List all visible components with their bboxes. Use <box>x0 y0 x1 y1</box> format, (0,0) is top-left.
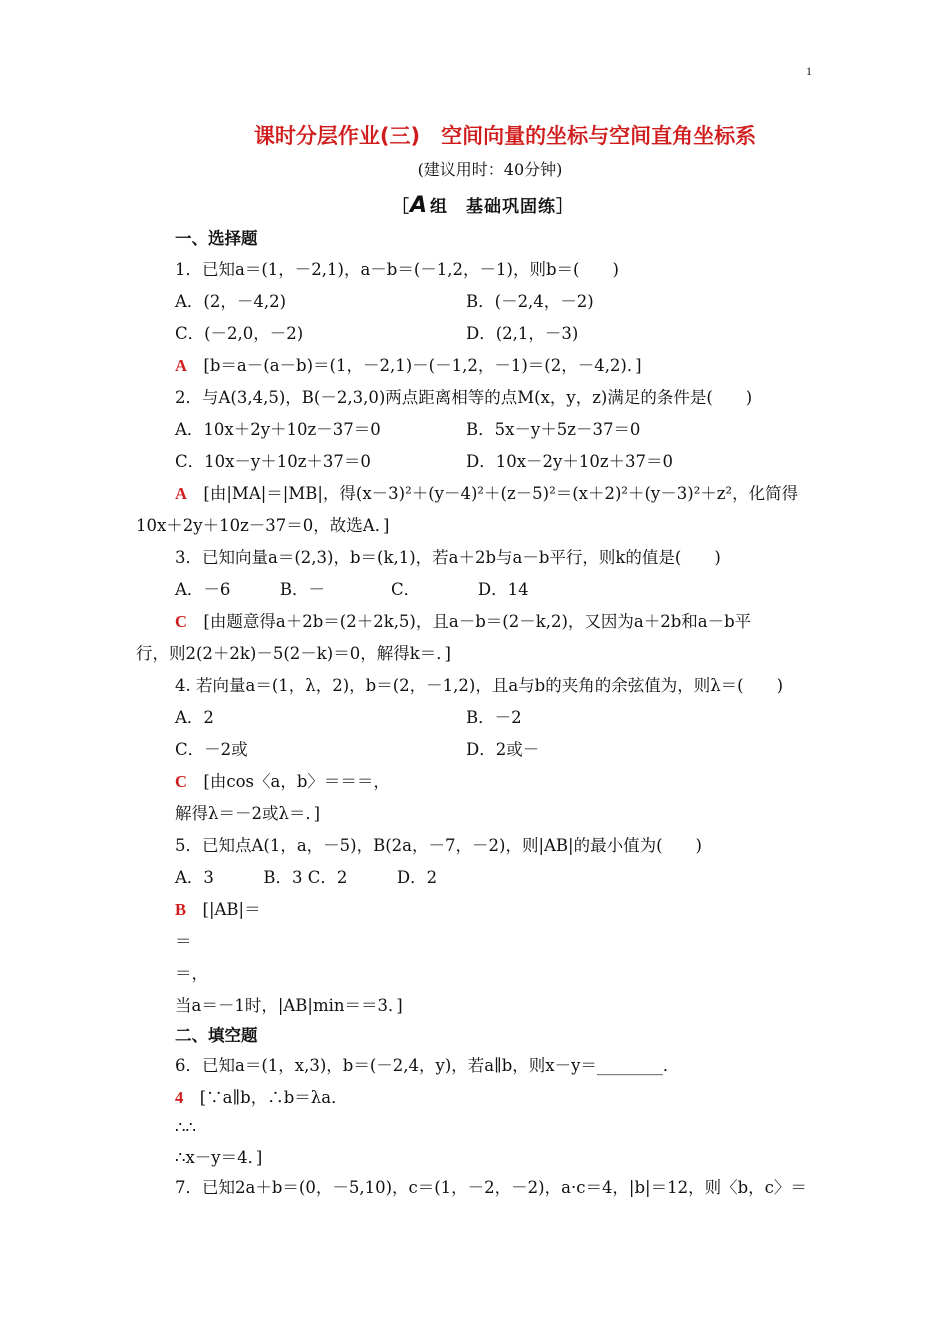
line-text: 6．已知a＝(1，x,3)，b＝(－2,4，y)，若a∥b，则x－y＝________． <box>175 1056 680 1075</box>
line-text: C．(－2,0，－2) <box>175 324 304 343</box>
answer-line <box>175 1086 348 1110</box>
text-line <box>466 706 522 730</box>
page-number: 1 <box>806 64 812 78</box>
line-text: 3．已知向量a＝(2,3)，b＝(k,1)，若a＋2b与a－b平行，则k的值是( ) <box>175 548 721 567</box>
line-text: D．10x－2y＋10z＋37＝0 <box>466 452 674 471</box>
line-text: 10x＋2y＋10z－37＝0，故选A．] <box>136 516 390 535</box>
answer-letter: A <box>175 484 187 503</box>
text-line <box>175 546 721 570</box>
text-line <box>175 674 783 698</box>
line-text: ∴∴ <box>175 1118 196 1137</box>
text-line <box>466 418 640 442</box>
group-header <box>392 192 574 218</box>
text-line <box>175 1176 807 1200</box>
answer-line <box>175 770 390 794</box>
line-text: [由|MA|＝|MB|，得(x－3)²＋(y－4)²＋(z－5)²＝(x＋2)²＋(y－3)²＋z²，化简得 <box>186 484 799 503</box>
line-text: [由cos〈a，b〉＝＝＝， <box>186 772 390 791</box>
line-text: 当a＝－1时，|AB|min＝＝3．] <box>175 996 403 1015</box>
line-text: 解得λ＝－2或λ＝．] <box>175 804 321 823</box>
line-text: ＝， <box>175 964 208 983</box>
section-heading <box>175 1024 258 1048</box>
text-line <box>175 450 371 474</box>
text-line <box>466 450 673 474</box>
text-line <box>175 258 619 282</box>
answer-line <box>175 354 642 378</box>
line-text: 5．已知点A(1，a，－5)，B(2a，－7，－2)，则|AB|的最小值为( ) <box>175 836 702 855</box>
line-text: 一、选择题 <box>175 229 258 248</box>
line-text: A．2 <box>175 708 214 727</box>
text-line <box>175 930 192 954</box>
text-line <box>466 322 578 346</box>
line-text: 2．与A(3,4,5)，B(－2,3,0)两点距离相等的点M(x，y，z)满足的条件是( ) <box>175 388 753 407</box>
text-line <box>175 322 303 346</box>
line-text: D．2或－ <box>466 740 540 759</box>
answer-letter: 4 <box>175 1088 184 1107</box>
text-line <box>175 418 381 442</box>
section-heading <box>175 227 258 251</box>
page-subtitle: (建议用时：40分钟) <box>417 160 563 179</box>
text-line <box>175 994 403 1018</box>
text-line <box>175 866 437 890</box>
line-text: A．10x＋2y＋10z－37＝0 <box>175 420 381 439</box>
group-title: 组 基础巩固练 <box>430 197 557 217</box>
text-line <box>136 642 451 666</box>
text-line <box>175 1116 196 1140</box>
line-text: [由题意得a＋2b＝(2＋2k,5)，且a－b＝(2－k,2)，又因为a＋2b和a－b平 <box>186 612 752 631</box>
line-text: 7．已知2a＋b＝(0，－5,10)，c＝(1，－2，－2)，a·c＝4，|b|＝12，则〈b，c〉＝ <box>175 1178 807 1197</box>
answer-letter: B <box>175 900 187 919</box>
answer-line <box>175 482 798 506</box>
line-text: 行，则2(2＋2k)－5(2－k)＝0，解得k＝．] <box>136 644 451 663</box>
line-text: D．(2,1，－3) <box>466 324 579 343</box>
text-line <box>175 1146 262 1170</box>
line-text: C．10x－y＋10z＋37＝0 <box>175 452 371 471</box>
group-letter: A <box>410 193 429 218</box>
text-line <box>175 834 702 858</box>
answer-letter: A <box>175 356 187 375</box>
answer-letter: C <box>175 612 187 631</box>
text-line <box>175 706 214 730</box>
answer-line <box>175 898 261 922</box>
line-text: [b＝a－(a－b)＝(1，－2,1)－(－1,2，－1)＝(2，－4,2)．] <box>186 356 642 375</box>
bracket-right: ］ <box>556 197 575 217</box>
bracket-left: ［ <box>392 197 410 217</box>
page-title: 课时分层作业(三) 空间向量的坐标与空间直角坐标系 <box>253 124 757 148</box>
text-line <box>136 514 389 538</box>
line-text: A．－6 B．－ C． D．14 <box>175 580 529 599</box>
line-text: 4. 若向量a＝(1，λ，2)，b＝(2，－1,2)，且a与b的夹角的余弦值为，则λ＝( ) <box>175 676 784 695</box>
text-line <box>175 290 286 314</box>
text-line <box>175 578 529 602</box>
line-text: A．(2，－4,2) <box>175 292 287 311</box>
answer-line <box>175 610 751 634</box>
text-line <box>175 802 320 826</box>
line-text: ∴x－y＝4．] <box>175 1148 263 1167</box>
line-text: 二、填空题 <box>175 1026 258 1045</box>
text-line <box>175 386 752 410</box>
text-line <box>466 738 539 762</box>
line-text: [∵a∥b，∴b＝λa． <box>183 1088 348 1107</box>
line-text: B．(－2,4，－2) <box>466 292 594 311</box>
text-line <box>175 1054 679 1078</box>
line-text: B．－2 <box>466 708 522 727</box>
line-text: [|AB|＝ <box>186 900 261 919</box>
line-text: B．5x－y＋5z－37＝0 <box>466 420 641 439</box>
answer-letter: C <box>175 772 187 791</box>
line-text: 1．已知a＝(1，－2,1)，a－b＝(－1,2，－1)，则b＝( ) <box>175 260 619 279</box>
text-line <box>466 290 594 314</box>
text-line <box>175 962 208 986</box>
line-text: A．3 B．3 C．2 D．2 <box>175 868 438 887</box>
line-text: ＝ <box>175 932 192 951</box>
text-line <box>175 738 248 762</box>
line-text: C．－2或 <box>175 740 248 759</box>
